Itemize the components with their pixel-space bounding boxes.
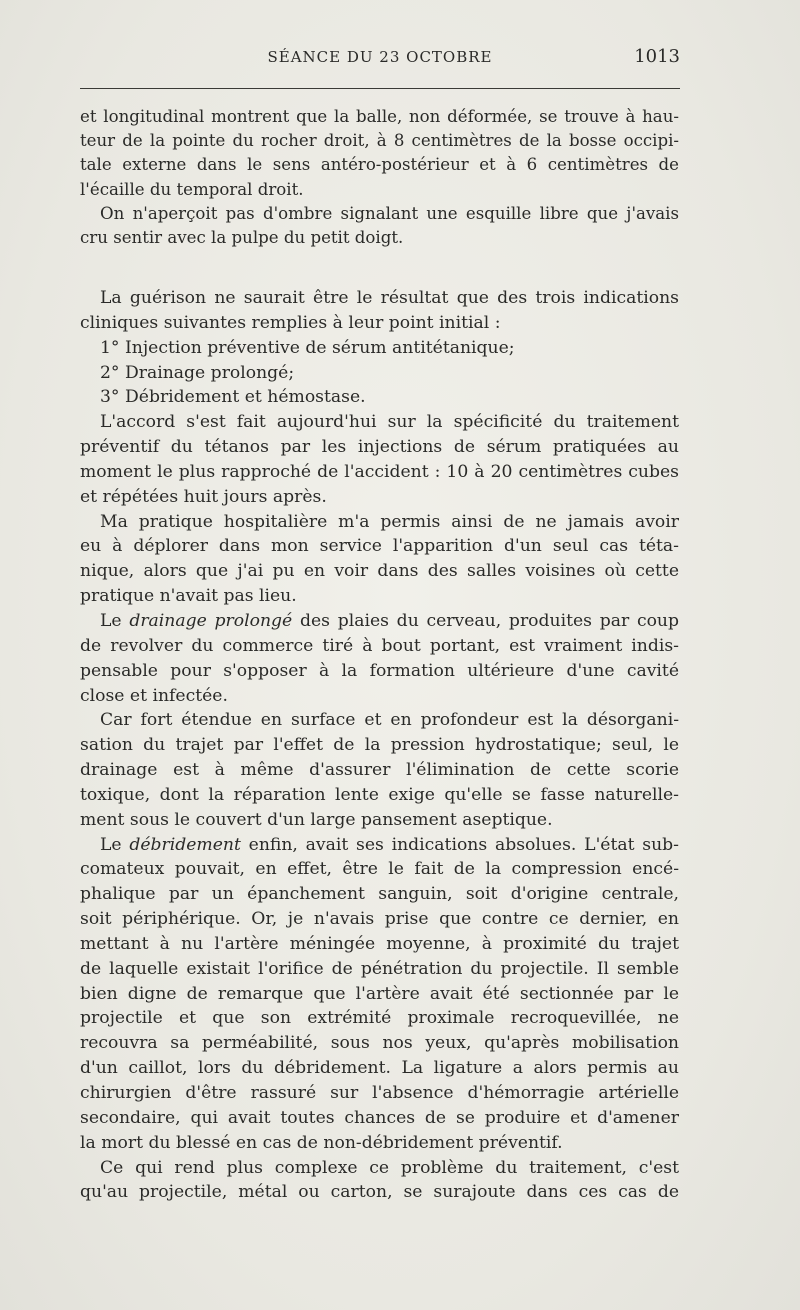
text-line: cliniques suivantes remplies à leur point initial : xyxy=(80,312,501,333)
running-title: SÉANCE DU 23 OCTOBRE xyxy=(267,48,493,66)
page-number: 1013 xyxy=(634,46,680,67)
page-header xyxy=(80,48,680,72)
text-line: comateux pouvait, en effet, être le fait de la compression encé- xyxy=(80,859,679,880)
text-line: préventif du tétanos par les injections de sérum pratiquées au xyxy=(80,437,679,458)
text-line: la mort du blessé en cas de non-débridement préventif. xyxy=(80,1132,563,1153)
text-line: mettant à nu l'artère méningée moyenne, à proximité du trajet xyxy=(80,933,679,954)
text-line: On n'aperçoit pas d'ombre signalant une esquille libre que j'avais xyxy=(100,203,679,223)
line-rest: des plaies du cerveau, produites par coup xyxy=(292,610,679,631)
line-prefix: Le xyxy=(100,610,130,631)
text-line: Ce qui rend plus complexe ce problème du traitement, c'est xyxy=(100,1157,679,1178)
text-line: projectile et que son extrémité proximale recroquevillée, ne xyxy=(80,1008,679,1029)
text-line: pratique n'avait pas lieu. xyxy=(80,586,297,607)
text-line: l'écaille du temporal droit. xyxy=(80,179,304,199)
text-line: recouvra sa perméabilité, sous nos yeux, qu'après mobilisation xyxy=(80,1033,679,1054)
text-line: pensable pour s'opposer à la formation ultérieure d'une cavité xyxy=(80,660,679,681)
text-line: La guérison ne saurait être le résultat que des trois indications xyxy=(100,288,679,308)
text-line: 3° Débridement et hémostase. xyxy=(100,387,366,408)
line-rest: enfin, avait ses indications absolues. L'état sub- xyxy=(240,834,679,855)
text-line: chirurgien d'être rassuré sur l'absence d'hémorragie artérielle xyxy=(80,1083,679,1103)
text-line: 1° Injection préventive de sérum antitétanique; xyxy=(100,337,515,358)
text-line: tale externe dans le sens antéro-postérieur et à 6 centimètres de xyxy=(80,155,679,175)
text-line: 2° Drainage prolongé; xyxy=(100,362,295,383)
text-line: et répétées huit jours après. xyxy=(80,486,327,507)
text-line: moment le plus rapproché de l'accident : 10 à 20 centimètres cubes xyxy=(80,461,679,482)
text-line: close et infectée. xyxy=(80,685,228,706)
text-line: cru sentir avec la pulpe du petit doigt. xyxy=(80,228,404,248)
text-line: drainage est à même d'assurer l'élimination de cette scorie xyxy=(80,760,679,781)
text-line: bien digne de remarque que l'artère avait été sectionnée par le xyxy=(80,983,679,1004)
text-line: toxique, dont la réparation lente exige qu'elle se fasse naturelle- xyxy=(80,784,679,805)
text-line: secondaire, qui avait toutes chances de se produire et d'amener xyxy=(80,1107,679,1128)
text-line: Ma pratique hospitalière m'a permis ainsi de ne jamais avoir xyxy=(100,511,679,532)
italic-term: débridement xyxy=(129,834,241,855)
text-line: nique, alors que j'ai pu en voir dans des salles voisines où cette xyxy=(80,561,679,582)
italic-term: drainage prolongé xyxy=(129,610,293,631)
text-line: soit périphérique. Or, je n'avais prise que contre ce dernier, en xyxy=(80,909,679,930)
text-line: de laquelle existait l'orifice de pénétration du projectile. Il semble xyxy=(80,958,679,979)
text-line: d'un caillot, lors du débridement. La ligature a alors permis au xyxy=(80,1058,679,1079)
header-rule xyxy=(80,88,680,89)
text-line xyxy=(80,609,679,634)
text-line: phalique par un épanchement sanguin, soit d'origine centrale, xyxy=(80,884,679,905)
text-block-treatment xyxy=(80,286,679,1205)
text-line: sation du trajet par l'effet de la pression hydrostatique; seul, le xyxy=(80,735,679,756)
text-line: de revolver du commerce tiré à bout portant, est vraiment indis- xyxy=(80,635,679,656)
text-line: eu à déplorer dans mon service l'apparition d'un seul cas téta- xyxy=(80,536,679,557)
text-line: qu'au projectile, métal ou carton, se surajoute dans ces cas de xyxy=(80,1182,679,1203)
text-line: L'accord s'est fait aujourd'hui sur la spécificité du traitement xyxy=(100,412,679,433)
text-line: teur de la pointe du rocher droit, à 8 centimètres de la bosse occipi- xyxy=(80,131,679,151)
text-line: et longitudinal montrent que la balle, non déformée, se trouve à hau- xyxy=(80,107,679,126)
line-prefix: Le xyxy=(100,834,130,855)
text-line: Car fort étendue en surface et en profondeur est la désorgani- xyxy=(100,710,679,731)
text-line: ment sous le couvert d'un large pansement aseptique. xyxy=(80,809,553,830)
text-line xyxy=(80,833,679,858)
text-block-radiography xyxy=(80,105,679,250)
